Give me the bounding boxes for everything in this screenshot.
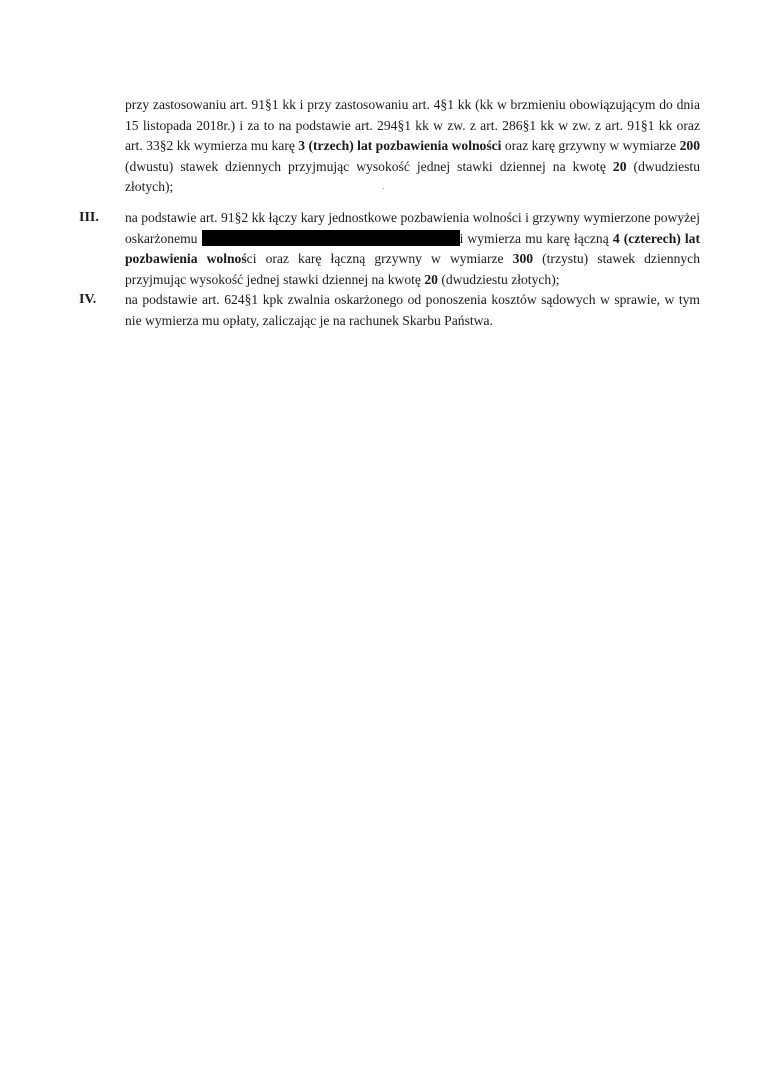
continuation-text-4: (dwudziestu złotych); (125, 158, 700, 194)
item-number-iv: IV. (79, 292, 97, 307)
redaction-bar (202, 230, 460, 246)
continuation-text-3: (dwustu) stawek dziennych przyjmując wysokość jednej stawki dziennej na kwotę (125, 158, 613, 174)
item-iv-paragraph: na podstawie art. 624§1 kpk zwalnia oskarżonego od ponoszenia kosztów sądowych w sprawie, w tym nie wymierza mu opłaty, zaliczając je na rachunek Skarbu Państwa. (125, 292, 700, 328)
sentence-continuation-paragraph (125, 95, 700, 198)
continuation-text-2: oraz karę grzywny w wymiarze (501, 138, 680, 153)
item-iii-text-5: (dwudziestu złotych); (437, 271, 560, 287)
item-iii-bold-penalty: 4 (czterech) lat pozbawienia wolnoś (125, 230, 700, 266)
item-iii-bold-rates: 300 (512, 251, 534, 266)
continuation-bold-rates: 200 (679, 138, 700, 153)
item-number-iii: III. (79, 210, 99, 225)
item-iii-text-3: ci oraz karę łączną grzywny w wymiarze (246, 251, 513, 266)
continuation-bold-penalty: 3 (trzech) lat pozbawienia wolności (298, 138, 502, 153)
item-iii-text-4: (trzystu) stawek dziennych przyjmując wysokość jednej stawki dziennej na kwotę (125, 251, 700, 287)
item-iii-bold-amount: 20 (424, 271, 438, 287)
item-iii-text-2: i wymierza mu karę łączną (459, 230, 613, 246)
continuation-bold-amount: 20 (612, 158, 627, 174)
item-iii-paragraph (125, 208, 700, 290)
continuation-text-1: przy zastosowaniu art. 91§1 kk i przy zastosowaniu art. 4§1 kk (kk w brzmieniu obowiązującym do dnia 15 listopada 2018r.) i za to na podstawie art. 294§1 kk w zw. z art. 286§1 kk w zw. z art. 91§1 kk oraz art. 33§2 kk wymierza mu karę (125, 97, 700, 153)
stray-dot (383, 188, 384, 189)
item-iii-text-1: na podstawie art. 91§2 kk łączy kary jednostkowe pozbawienia wolności i grzywny wymierzone powyżej oskarżonemu (125, 210, 700, 246)
